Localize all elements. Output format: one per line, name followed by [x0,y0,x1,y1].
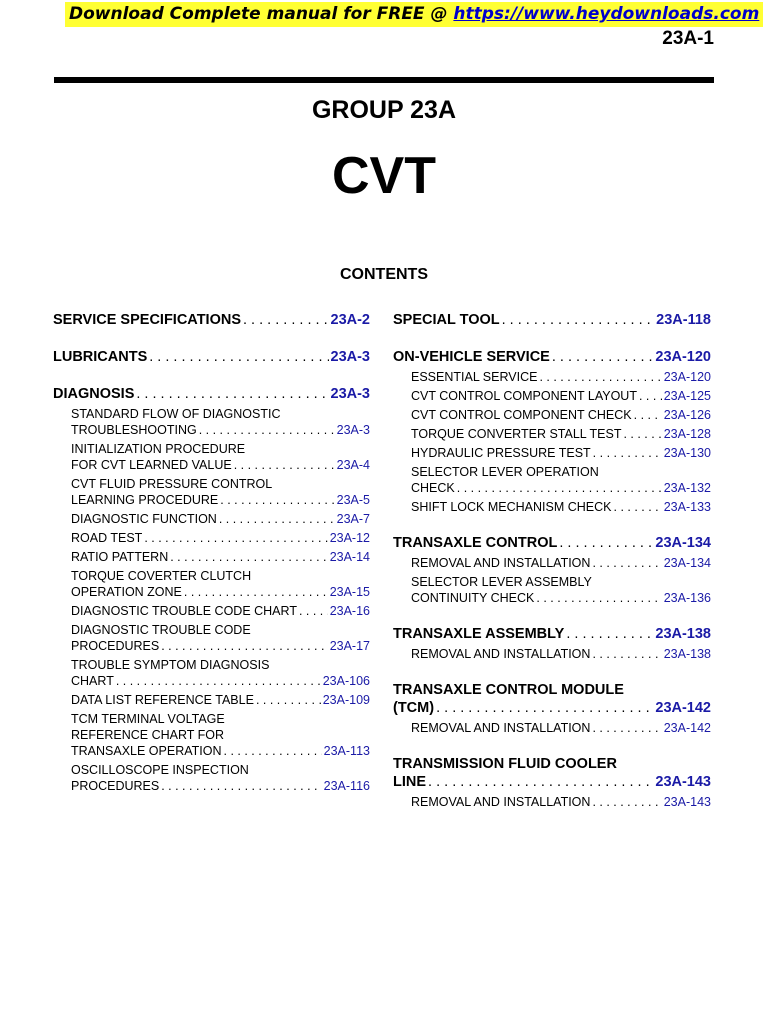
toc-entry[interactable] [393,426,711,442]
toc-entry[interactable] [53,406,370,438]
toc-page-link[interactable]: 23A-138 [655,626,711,642]
toc-entry[interactable] [53,530,370,546]
toc-page-link[interactable]: 23A-3 [330,386,370,402]
toc-entry[interactable] [53,348,370,366]
dot-leader [219,511,335,527]
dot-leader [116,673,321,689]
toc-entry[interactable] [53,622,370,654]
toc-entry-label: DIAGNOSTIC FUNCTION [71,512,217,526]
toc-entry[interactable] [53,762,370,794]
toc-entry[interactable] [393,574,711,606]
toc-page-link[interactable]: 23A-16 [329,604,370,618]
toc-entry-title-line: SELECTOR LEVER OPERATION [411,465,599,479]
toc-entry-title-line: TORQUE COVERTER CLUTCH [71,569,252,583]
dot-leader [436,699,653,717]
dot-leader [559,534,653,552]
dot-leader [428,773,653,791]
toc-page-link[interactable]: 23A-3 [336,423,370,437]
toc-page-link[interactable]: 23A-138 [663,647,711,661]
toc-page-link[interactable]: 23A-15 [329,585,370,599]
dot-leader [592,720,661,736]
toc-page-link[interactable]: 23A-17 [329,639,370,653]
chapter-title: CVT [332,147,436,205]
dot-leader [256,692,321,708]
toc-page-link[interactable]: 23A-3 [330,349,370,365]
toc-page-link[interactable]: 23A-125 [663,389,711,403]
toc-entry-label: CHECK [411,481,455,495]
toc-entry-title-line: TROUBLE SYMPTOM DIAGNOSIS [71,658,270,672]
toc-entry[interactable] [53,657,370,689]
toc-entry-label: LINE [393,774,427,790]
toc-page-link[interactable]: 23A-143 [655,774,711,790]
dot-leader [592,794,661,810]
toc-entry-title-line: STANDARD FLOW OF DIAGNOSTIC [71,407,281,421]
toc-entry-label: TORQUE CONVERTER STALL TEST [411,427,622,441]
toc-entry-title-line: TRANSAXLE CONTROL MODULE [393,682,624,698]
dot-leader [149,348,328,366]
toc-entry-label: TRANSAXLE ASSEMBLY [393,626,565,642]
toc-entry-label: TRANSAXLE OPERATION [71,744,222,758]
toc-page-link[interactable]: 23A-120 [663,370,711,384]
dot-leader [502,311,655,329]
toc-entry[interactable] [53,441,370,473]
toc-entry-label: CHART [71,674,114,688]
toc-entry[interactable] [393,388,711,404]
dot-leader [593,445,662,461]
toc-page-link[interactable]: 23A-133 [663,500,711,514]
toc-entry-label: ROAD TEST [71,531,143,545]
toc-entry[interactable] [53,549,370,565]
dot-leader [634,407,662,423]
toc-entry[interactable] [393,311,711,329]
toc-right-column [393,308,711,810]
toc-left-column [53,308,370,794]
dot-leader [224,743,322,759]
toc-entry-label: DIAGNOSTIC TROUBLE CODE CHART [71,604,297,618]
dot-leader [184,584,328,600]
dot-leader [220,492,334,508]
toc-page-link[interactable]: 23A-106 [322,674,370,688]
group-title: GROUP 23A [311,96,457,124]
toc-entry-title-line: OSCILLOSCOPE INSPECTION [71,763,249,777]
toc-entry-label: DATA LIST REFERENCE TABLE [71,693,254,707]
toc-entry[interactable] [393,755,711,791]
dot-leader [566,625,653,643]
toc-entry[interactable] [393,499,711,515]
toc-entry-label: FOR CVT LEARNED VALUE [71,458,232,472]
toc-entry-label: REMOVAL AND INSTALLATION [411,647,591,661]
toc-entry-label: SPECIAL TOOL [393,312,500,328]
toc-entry-title-line: CVT FLUID PRESSURE CONTROL [71,477,273,491]
toc-entry-title-line: SELECTOR LEVER ASSEMBLY [411,575,592,589]
download-banner[interactable] [65,2,763,27]
toc-entry[interactable] [53,511,370,527]
toc-entry-title-line: TRANSMISSION FLUID COOLER [393,756,617,772]
dot-leader [161,638,327,654]
toc-page-link[interactable]: 23A-4 [336,458,370,472]
toc-entry[interactable] [393,646,711,662]
banner-url-link[interactable]: https://www.heydownloads.com [453,4,760,24]
toc-page-link[interactable]: 23A-116 [323,779,370,793]
toc-page-link[interactable]: 23A-128 [663,427,711,441]
toc-page-link[interactable]: 23A-5 [336,493,370,507]
toc-page-link[interactable]: 23A-134 [663,556,711,570]
toc-page-link[interactable]: 23A-134 [655,535,711,551]
toc-entry[interactable] [393,534,711,552]
toc-page-link[interactable]: 23A-132 [663,481,711,495]
toc-entry[interactable] [53,711,370,759]
dot-leader [144,530,327,546]
toc-entry-label: TRANSAXLE CONTROL [393,535,558,551]
toc-entry-label: REMOVAL AND INSTALLATION [411,795,591,809]
toc-page-link[interactable]: 23A-142 [655,700,711,716]
toc-page-link[interactable]: 23A-120 [655,349,711,365]
toc-entry[interactable] [393,625,711,643]
toc-page-link[interactable]: 23A-109 [322,693,370,707]
dot-leader [552,348,654,366]
toc-entry-label: ESSENTIAL SERVICE [411,370,538,384]
dot-leader [161,778,321,794]
toc-entry-title-line: TCM TERMINAL VOLTAGE [71,712,225,726]
toc-page-link[interactable]: 23A-136 [663,591,711,605]
toc-entry[interactable] [393,407,711,423]
dot-leader [592,555,661,571]
toc-entry-label: PROCEDURES [71,779,160,793]
toc-entry-label: LEARNING PROCEDURE [71,493,219,507]
dot-leader [614,499,662,515]
toc-page-link[interactable]: 23A-142 [663,721,711,735]
toc-page-link[interactable]: 23A-130 [663,446,711,460]
toc-entry[interactable] [53,692,370,708]
toc-entry-title-line: DIAGNOSTIC TROUBLE CODE [71,623,251,637]
toc-page-link[interactable]: 23A-118 [656,312,711,328]
dot-leader [639,388,662,404]
toc-page-link[interactable]: 23A-143 [663,795,711,809]
toc-entry[interactable] [393,794,711,810]
toc-entry-label: LUBRICANTS [53,349,148,365]
toc-entry-label: RATIO PATTERN [71,550,169,564]
toc-entry-title-line: REFERENCE CHART FOR [71,728,225,742]
toc-entry-label: SERVICE SPECIFICATIONS [53,312,241,328]
toc-entry-label: REMOVAL AND INSTALLATION [411,556,591,570]
toc-page-link[interactable]: 23A-14 [329,550,370,564]
toc-entry-label: CVT CONTROL COMPONENT LAYOUT [411,389,637,403]
dot-leader [539,369,661,385]
toc-entry-label: TROUBLESHOOTING [71,423,197,437]
toc-entry-label: CONTINUITY CHECK [411,591,535,605]
toc-entry-label: CVT CONTROL COMPONENT CHECK [411,408,632,422]
toc-entry-label: SHIFT LOCK MECHANISM CHECK [411,500,612,514]
toc-page-link[interactable]: 23A-12 [329,531,370,545]
dot-leader [243,311,329,329]
toc-entry[interactable] [393,681,711,717]
banner-prefix: Download Complete manual for FREE @ [69,4,454,24]
toc-entry[interactable] [53,385,370,403]
toc-entry-label: REMOVAL AND INSTALLATION [411,721,591,735]
dot-leader [536,590,661,606]
toc-page-link[interactable]: 23A-126 [663,408,711,422]
toc-entry[interactable] [53,603,370,619]
dot-leader [199,422,335,438]
toc-entry[interactable] [53,476,370,508]
toc-entry[interactable] [53,568,370,600]
dot-leader [170,549,327,565]
header-rule [54,77,714,83]
toc-entry[interactable] [393,369,711,385]
toc-entry-label: HYDRAULIC PRESSURE TEST [411,446,591,460]
toc-entry-label: ON-VEHICLE SERVICE [393,349,550,365]
toc-entry-title-line: INITIALIZATION PROCEDURE [71,442,246,456]
toc-entry-label: (TCM) [393,700,435,716]
toc-entry[interactable] [393,555,711,571]
toc-entry-label: PROCEDURES [71,639,160,653]
toc-entry-label: DIAGNOSIS [53,386,135,402]
toc-entry[interactable] [393,445,711,461]
toc-entry[interactable] [53,311,370,329]
dot-leader [457,480,662,496]
toc-entry[interactable] [393,720,711,736]
page-number: 23A-1 [662,28,714,49]
toc-entry[interactable] [393,348,711,366]
toc-page-link[interactable]: 23A-113 [323,744,370,758]
dot-leader [136,385,328,403]
dot-leader [299,603,328,619]
contents-heading: CONTENTS [340,266,428,283]
dot-leader [592,646,661,662]
dot-leader [623,426,661,442]
toc-page-link[interactable]: 23A-2 [330,312,370,328]
dot-leader [234,457,335,473]
toc-page-link[interactable]: 23A-7 [336,512,370,526]
toc-entry[interactable] [393,464,711,496]
toc-entry-label: OPERATION ZONE [71,585,182,599]
